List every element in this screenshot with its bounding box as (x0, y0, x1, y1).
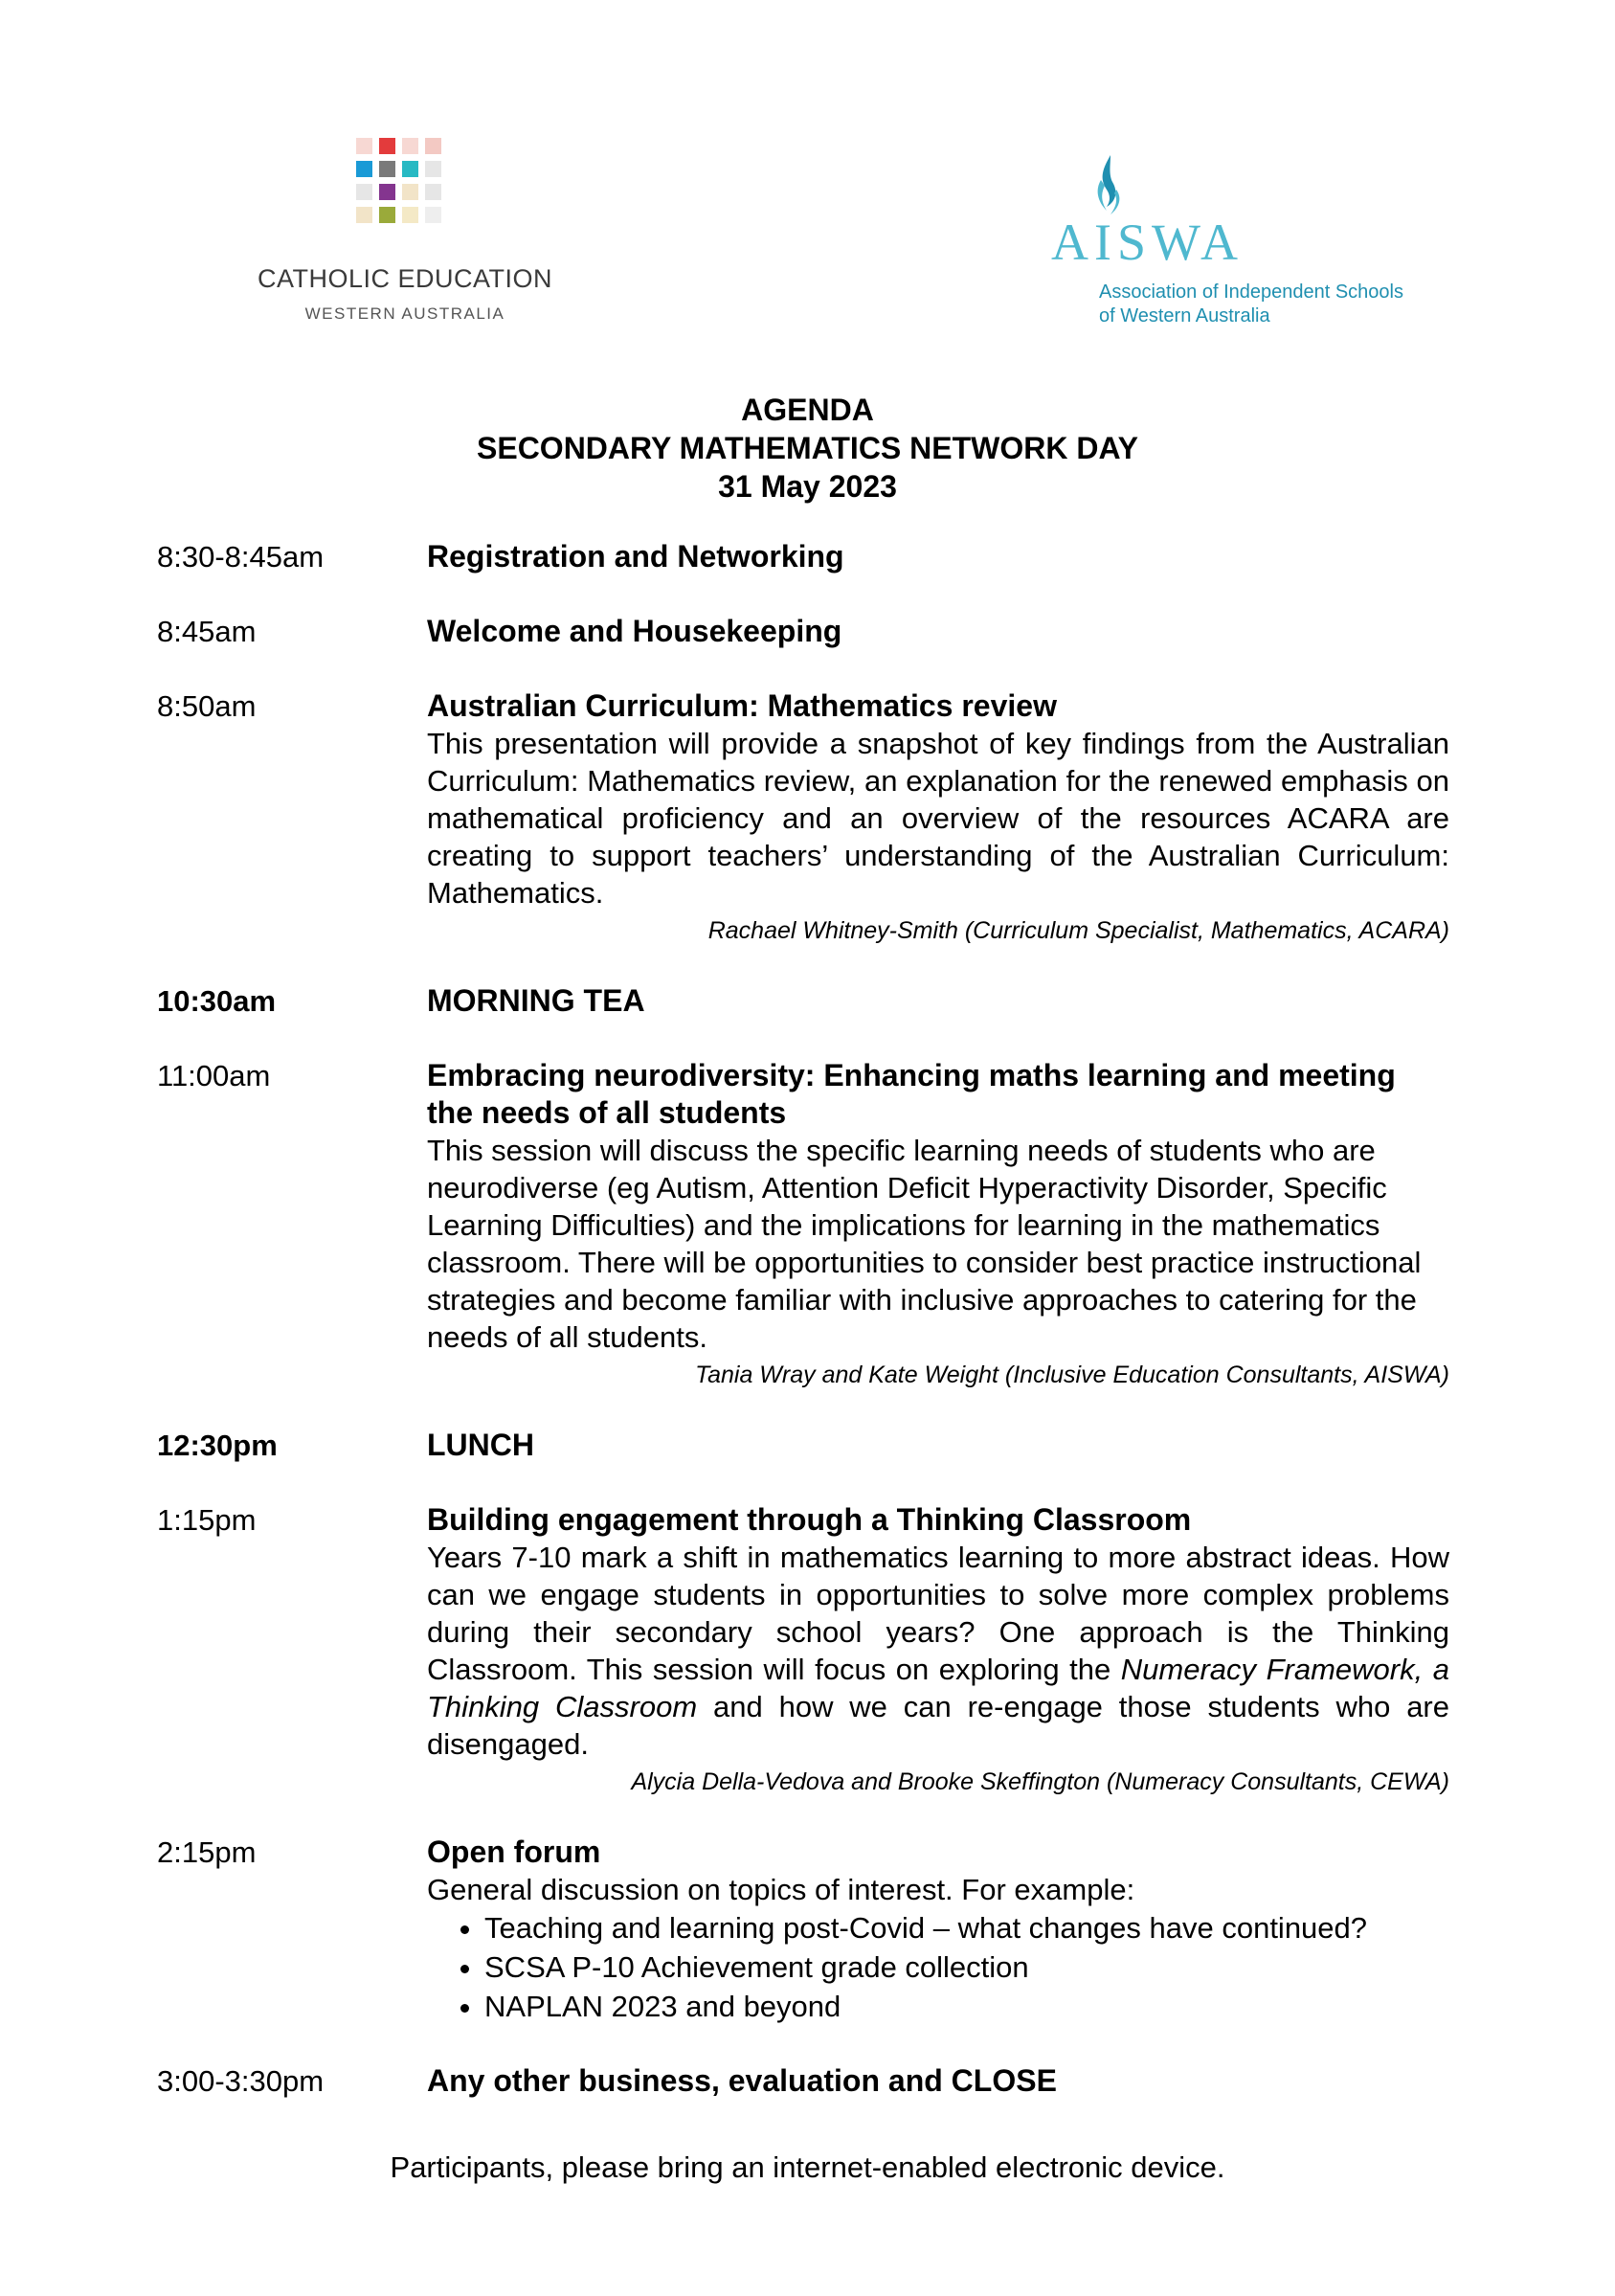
aiswa-subtitle (1099, 281, 1403, 328)
grid-square (425, 138, 441, 154)
list-item: • NAPLAN 2023 and beyond (484, 1987, 1449, 2026)
agenda-description (427, 1539, 1449, 1763)
grid-square (356, 138, 372, 154)
agenda-title: MORNING TEA (427, 983, 645, 1018)
catholic-education-logo (257, 134, 553, 326)
grid-square (425, 207, 441, 223)
agenda-item (157, 613, 1449, 651)
grid-square (402, 207, 418, 223)
grid-square (379, 138, 395, 154)
agenda-item (157, 2062, 1449, 2101)
grid-square (402, 184, 418, 200)
agenda-time: 2:15pm (157, 1835, 257, 1869)
aiswa-subtitle-line2: of Western Australia (1099, 305, 1270, 326)
agenda-title: Building engagement through a Thinking Classroom (427, 1502, 1192, 1537)
agenda-description-part: Years 7-10 mark a shift in mathematics learning to more abstract ideas. How can we engage students in opportunities to solve more complex problems during their secondary school years? One approach is the Thinking Classroom. This session will focus on exploring the (427, 1541, 1449, 1686)
agenda-presenter: Tania Wray and Kate Weight (Inclusive Education Consultants, AISWA) (695, 1362, 1449, 1388)
agenda-item (157, 1501, 1449, 1797)
agenda-list (157, 538, 1449, 2137)
agenda-presenter: Rachael Whitney-Smith (Curriculum Specialist, Mathematics, ACARA) (707, 917, 1449, 944)
agenda-item (157, 687, 1449, 946)
grid-square (402, 138, 418, 154)
list-item: • SCSA P-10 Achievement grade collection (484, 1947, 1449, 1987)
agenda-bullet-list (427, 1908, 1449, 2026)
agenda-title: Welcome and Housekeeping (427, 614, 842, 648)
agenda-time: 1:15pm (157, 1503, 257, 1537)
aiswa-subtitle-line1: Association of Independent Schools (1099, 281, 1403, 303)
agenda-presenter: Alycia Della-Vedova and Brooke Skeffington (Numeracy Consultants, CEWA) (631, 1768, 1449, 1795)
grid-square (425, 184, 441, 200)
grid-square (356, 184, 372, 200)
grid-square (379, 184, 395, 200)
grid-square (425, 161, 441, 177)
agenda-description-part: and how we can re-engage those students who are disengaged. (427, 1690, 1449, 1761)
grid-square (379, 207, 395, 223)
agenda-header (0, 391, 1615, 506)
agenda-time: 8:30-8:45am (157, 540, 325, 574)
agenda-item (157, 982, 1449, 1021)
agenda-item (157, 1427, 1449, 1465)
footer-note: Participants, please bring an internet-enabled electronic device. (390, 2150, 1225, 2184)
agenda-description: This session will discuss the specific learning needs of students who are neurodiverse (eg Autism, Attention Deficit Hyperactivity Disorder, Specific Learning Difficulties) and the implications for learning in the mathematics classroom. There will be opportunities to consider best practice instructional strategies and become familiar with inclusive approaches to catering for the needs of all students. (427, 1134, 1422, 1354)
agenda-time: 11:00am (157, 1059, 271, 1092)
agenda-title: Embracing neurodiversity: Enhancing maths learning and meeting the needs of all students (427, 1058, 1396, 1130)
grid-square (379, 161, 395, 177)
agenda-title: LUNCH (427, 1428, 534, 1462)
agenda-time: 12:30pm (157, 1429, 278, 1462)
header-agenda: AGENDA (741, 393, 874, 427)
agenda-description: General discussion on topics of interest. For example: (427, 1873, 1135, 1906)
agenda-title: Registration and Networking (427, 539, 844, 574)
agenda-item (157, 1834, 1449, 2026)
catholic-education-name: CATHOLIC EDUCATION (257, 264, 553, 293)
aiswa-name: AISWA (1051, 214, 1244, 271)
agenda-title: Australian Curriculum: Mathematics review (427, 688, 1057, 723)
grid-square (356, 207, 372, 223)
grid-square (402, 161, 418, 177)
agenda-item (157, 1057, 1449, 1390)
agenda-description-italic: Numeracy Framework, a Thinking Classroom (427, 1653, 1450, 1723)
agenda-time: 10:30am (157, 984, 277, 1018)
header-event-name: SECONDARY MATHEMATICS NETWORK DAY (477, 431, 1138, 465)
agenda-title: Any other business, evaluation and CLOSE (427, 2063, 1057, 2098)
aiswa-logo (1042, 144, 1444, 326)
grid-square (356, 161, 372, 177)
agenda-time: 8:45am (157, 615, 257, 648)
header-date: 31 May 2023 (718, 469, 897, 504)
agenda-time: 3:00-3:30pm (157, 2064, 325, 2098)
catholic-education-grid-icon (356, 138, 463, 245)
agenda-time: 8:50am (157, 689, 257, 723)
agenda-title: Open forum (427, 1835, 601, 1869)
catholic-education-subtitle: WESTERN AUSTRALIA (304, 304, 505, 323)
list-item: • Teaching and learning post-Covid – what changes have continued? (484, 1908, 1449, 1947)
agenda-item (157, 538, 1449, 576)
agenda-description: This presentation will provide a snapshot of key findings from the Australian Curriculum: Mathematics review, an explanation for the renewed emphasis on mathematical proficiency and an overview of the resources ACARA are creating to support teachers’ understanding of the Australian Curriculum: Mathematics. (427, 727, 1449, 910)
